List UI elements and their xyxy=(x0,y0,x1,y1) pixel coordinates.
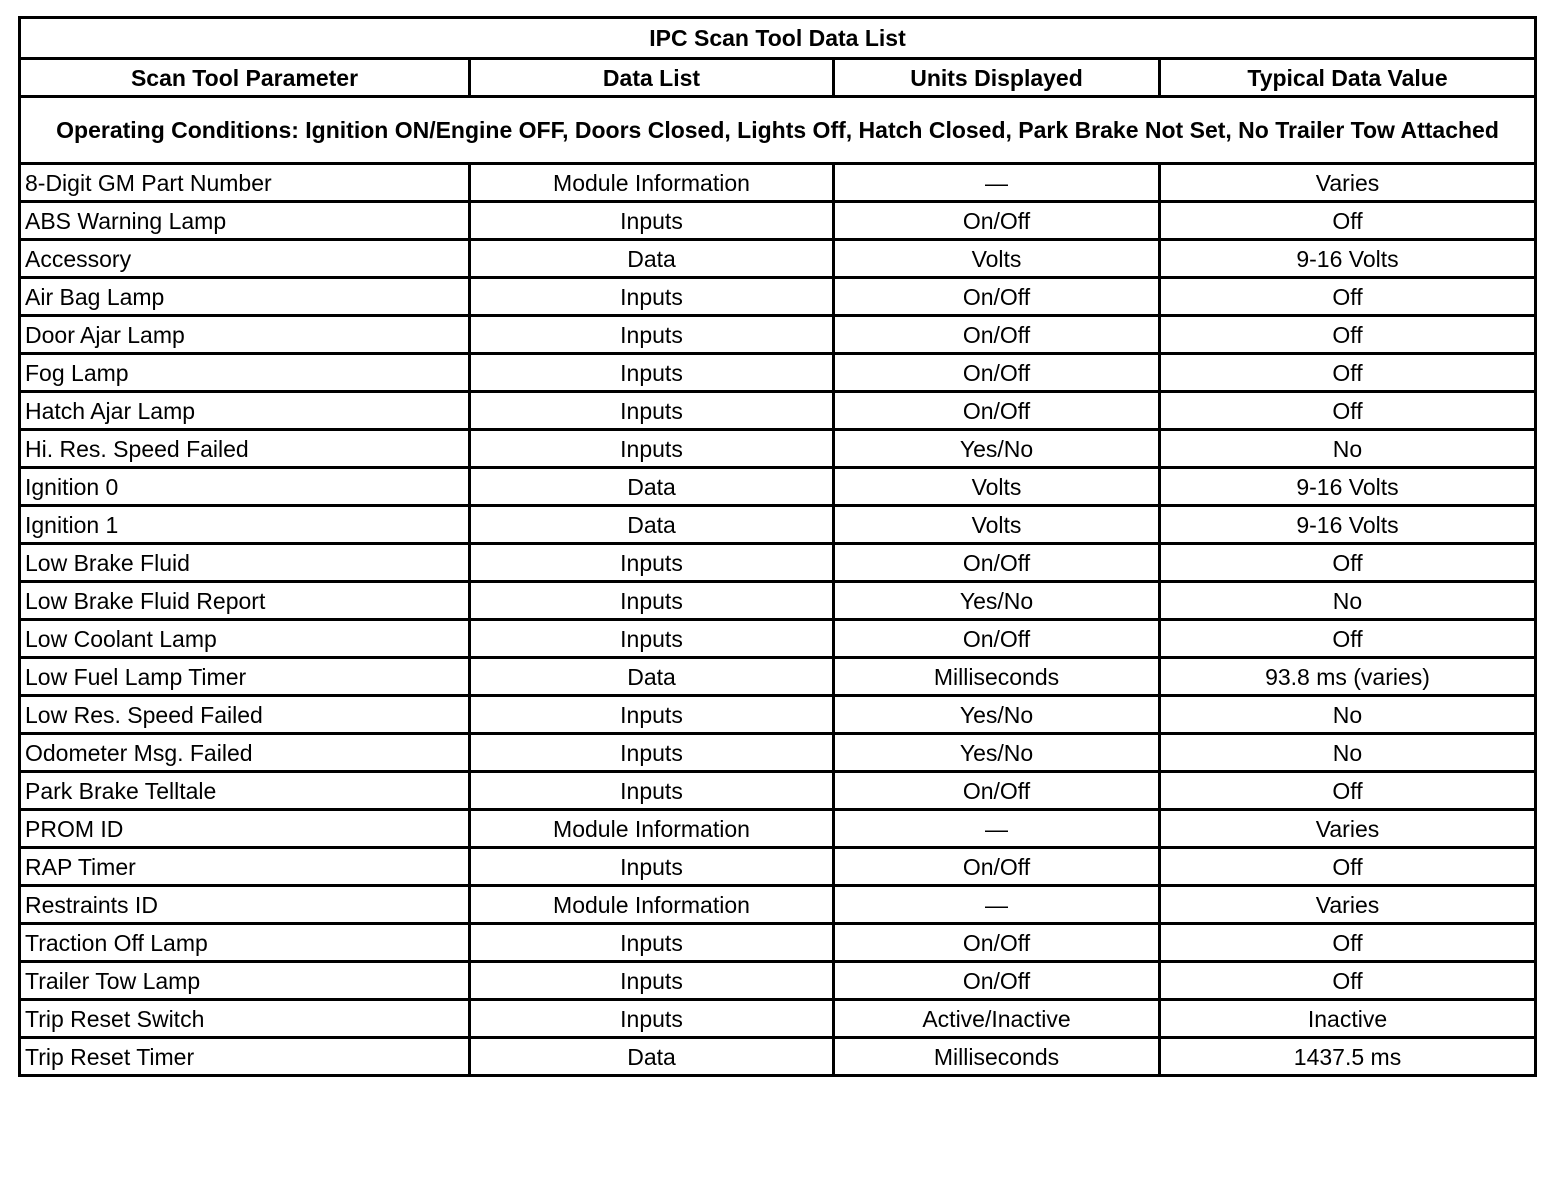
cell-parameter: Restraints ID xyxy=(20,886,470,924)
cell-typical-value: No xyxy=(1160,582,1536,620)
table-row xyxy=(20,392,1536,430)
table-row xyxy=(20,620,1536,658)
cell-typical-value: Off xyxy=(1160,924,1536,962)
cell-data-list: Inputs xyxy=(470,430,834,468)
cell-parameter: RAP Timer xyxy=(20,848,470,886)
cell-data-list: Module Information xyxy=(470,886,834,924)
cell-data-list: Data xyxy=(470,240,834,278)
table-row xyxy=(20,164,1536,202)
cell-parameter: Accessory xyxy=(20,240,470,278)
cell-parameter: Trip Reset Timer xyxy=(20,1038,470,1076)
cell-units: — xyxy=(834,164,1160,202)
cell-data-list: Data xyxy=(470,658,834,696)
cell-parameter: Hi. Res. Speed Failed xyxy=(20,430,470,468)
table-row xyxy=(20,1038,1536,1076)
header-typical-data-value: Typical Data Value xyxy=(1160,59,1536,97)
cell-units: On/Off xyxy=(834,202,1160,240)
cell-units: Volts xyxy=(834,240,1160,278)
table-row xyxy=(20,202,1536,240)
table-row xyxy=(20,430,1536,468)
cell-typical-value: Inactive xyxy=(1160,1000,1536,1038)
table-body xyxy=(20,164,1536,1076)
cell-parameter: 8-Digit GM Part Number xyxy=(20,164,470,202)
header-scan-tool-parameter: Scan Tool Parameter xyxy=(20,59,470,97)
table-row xyxy=(20,544,1536,582)
cell-units: Yes/No xyxy=(834,582,1160,620)
cell-units: On/Off xyxy=(834,316,1160,354)
table-row xyxy=(20,240,1536,278)
cell-typical-value: Off xyxy=(1160,620,1536,658)
table-row xyxy=(20,848,1536,886)
cell-data-list: Data xyxy=(470,1038,834,1076)
cell-units: On/Off xyxy=(834,544,1160,582)
table-row xyxy=(20,734,1536,772)
table-row xyxy=(20,962,1536,1000)
cell-typical-value: Off xyxy=(1160,772,1536,810)
cell-units: On/Off xyxy=(834,278,1160,316)
cell-units: On/Off xyxy=(834,924,1160,962)
cell-typical-value: Off xyxy=(1160,544,1536,582)
cell-data-list: Inputs xyxy=(470,734,834,772)
cell-parameter: Hatch Ajar Lamp xyxy=(20,392,470,430)
table-row xyxy=(20,468,1536,506)
cell-data-list: Inputs xyxy=(470,848,834,886)
cell-parameter: Fog Lamp xyxy=(20,354,470,392)
cell-typical-value: No xyxy=(1160,430,1536,468)
table-title-row xyxy=(20,18,1536,59)
cell-parameter: Ignition 0 xyxy=(20,468,470,506)
table-row xyxy=(20,696,1536,734)
cell-data-list: Inputs xyxy=(470,1000,834,1038)
cell-parameter: Traction Off Lamp xyxy=(20,924,470,962)
cell-typical-value: Off xyxy=(1160,354,1536,392)
cell-units: Yes/No xyxy=(834,430,1160,468)
cell-data-list: Inputs xyxy=(470,696,834,734)
cell-parameter: ABS Warning Lamp xyxy=(20,202,470,240)
cell-data-list: Data xyxy=(470,468,834,506)
cell-parameter: Low Coolant Lamp xyxy=(20,620,470,658)
cell-parameter: Door Ajar Lamp xyxy=(20,316,470,354)
cell-units: On/Off xyxy=(834,962,1160,1000)
cell-parameter: Odometer Msg. Failed xyxy=(20,734,470,772)
table-row xyxy=(20,886,1536,924)
table-row xyxy=(20,924,1536,962)
header-units-displayed: Units Displayed xyxy=(834,59,1160,97)
cell-data-list: Inputs xyxy=(470,354,834,392)
cell-units: Volts xyxy=(834,468,1160,506)
table-row xyxy=(20,772,1536,810)
cell-parameter: Trailer Tow Lamp xyxy=(20,962,470,1000)
cell-parameter: PROM ID xyxy=(20,810,470,848)
cell-typical-value: Varies xyxy=(1160,886,1536,924)
table-row xyxy=(20,316,1536,354)
cell-units: On/Off xyxy=(834,620,1160,658)
table-row xyxy=(20,1000,1536,1038)
cell-units: Volts xyxy=(834,506,1160,544)
header-data-list: Data List xyxy=(470,59,834,97)
cell-typical-value: No xyxy=(1160,734,1536,772)
ipc-scan-tool-data-table xyxy=(18,16,1537,1077)
cell-units: On/Off xyxy=(834,392,1160,430)
cell-typical-value: Off xyxy=(1160,962,1536,1000)
cell-units: On/Off xyxy=(834,354,1160,392)
cell-units: Milliseconds xyxy=(834,658,1160,696)
cell-parameter: Low Fuel Lamp Timer xyxy=(20,658,470,696)
cell-parameter: Low Brake Fluid xyxy=(20,544,470,582)
table-row xyxy=(20,658,1536,696)
cell-data-list: Inputs xyxy=(470,544,834,582)
table-title: IPC Scan Tool Data List xyxy=(20,18,1536,59)
cell-typical-value: Off xyxy=(1160,316,1536,354)
table-row xyxy=(20,354,1536,392)
cell-parameter: Air Bag Lamp xyxy=(20,278,470,316)
cell-parameter: Trip Reset Switch xyxy=(20,1000,470,1038)
cell-data-list: Module Information xyxy=(470,810,834,848)
table-row xyxy=(20,810,1536,848)
cell-units: Yes/No xyxy=(834,696,1160,734)
cell-data-list: Inputs xyxy=(470,924,834,962)
cell-typical-value: No xyxy=(1160,696,1536,734)
cell-units: — xyxy=(834,810,1160,848)
cell-parameter: Low Brake Fluid Report xyxy=(20,582,470,620)
cell-parameter: Low Res. Speed Failed xyxy=(20,696,470,734)
cell-data-list: Inputs xyxy=(470,772,834,810)
table-row xyxy=(20,506,1536,544)
cell-data-list: Inputs xyxy=(470,278,834,316)
cell-units: On/Off xyxy=(834,772,1160,810)
cell-data-list: Inputs xyxy=(470,582,834,620)
table-row xyxy=(20,278,1536,316)
cell-units: Milliseconds xyxy=(834,1038,1160,1076)
cell-units: On/Off xyxy=(834,848,1160,886)
cell-data-list: Inputs xyxy=(470,316,834,354)
cell-typical-value: Varies xyxy=(1160,164,1536,202)
cell-typical-value: 9-16 Volts xyxy=(1160,468,1536,506)
cell-typical-value: Off xyxy=(1160,202,1536,240)
cell-data-list: Inputs xyxy=(470,202,834,240)
cell-typical-value: 1437.5 ms xyxy=(1160,1038,1536,1076)
cell-data-list: Module Information xyxy=(470,164,834,202)
table-header-row xyxy=(20,59,1536,97)
cell-typical-value: 9-16 Volts xyxy=(1160,506,1536,544)
cell-parameter: Ignition 1 xyxy=(20,506,470,544)
cell-typical-value: 93.8 ms (varies) xyxy=(1160,658,1536,696)
table-row xyxy=(20,582,1536,620)
cell-typical-value: 9-16 Volts xyxy=(1160,240,1536,278)
cell-typical-value: Off xyxy=(1160,278,1536,316)
cell-units: — xyxy=(834,886,1160,924)
cell-typical-value: Off xyxy=(1160,392,1536,430)
cell-units: Active/Inactive xyxy=(834,1000,1160,1038)
cell-data-list: Inputs xyxy=(470,392,834,430)
cell-typical-value: Off xyxy=(1160,848,1536,886)
cell-data-list: Inputs xyxy=(470,620,834,658)
cell-parameter: Park Brake Telltale xyxy=(20,772,470,810)
cell-data-list: Inputs xyxy=(470,962,834,1000)
cell-units: Yes/No xyxy=(834,734,1160,772)
operating-conditions: Operating Conditions: Ignition ON/Engine OFF, Doors Closed, Lights Off, Hatch Closed, Park Brake Not Set, No Trailer Tow Attached xyxy=(20,97,1536,164)
operating-conditions-row xyxy=(20,97,1536,164)
cell-typical-value: Varies xyxy=(1160,810,1536,848)
cell-data-list: Data xyxy=(470,506,834,544)
